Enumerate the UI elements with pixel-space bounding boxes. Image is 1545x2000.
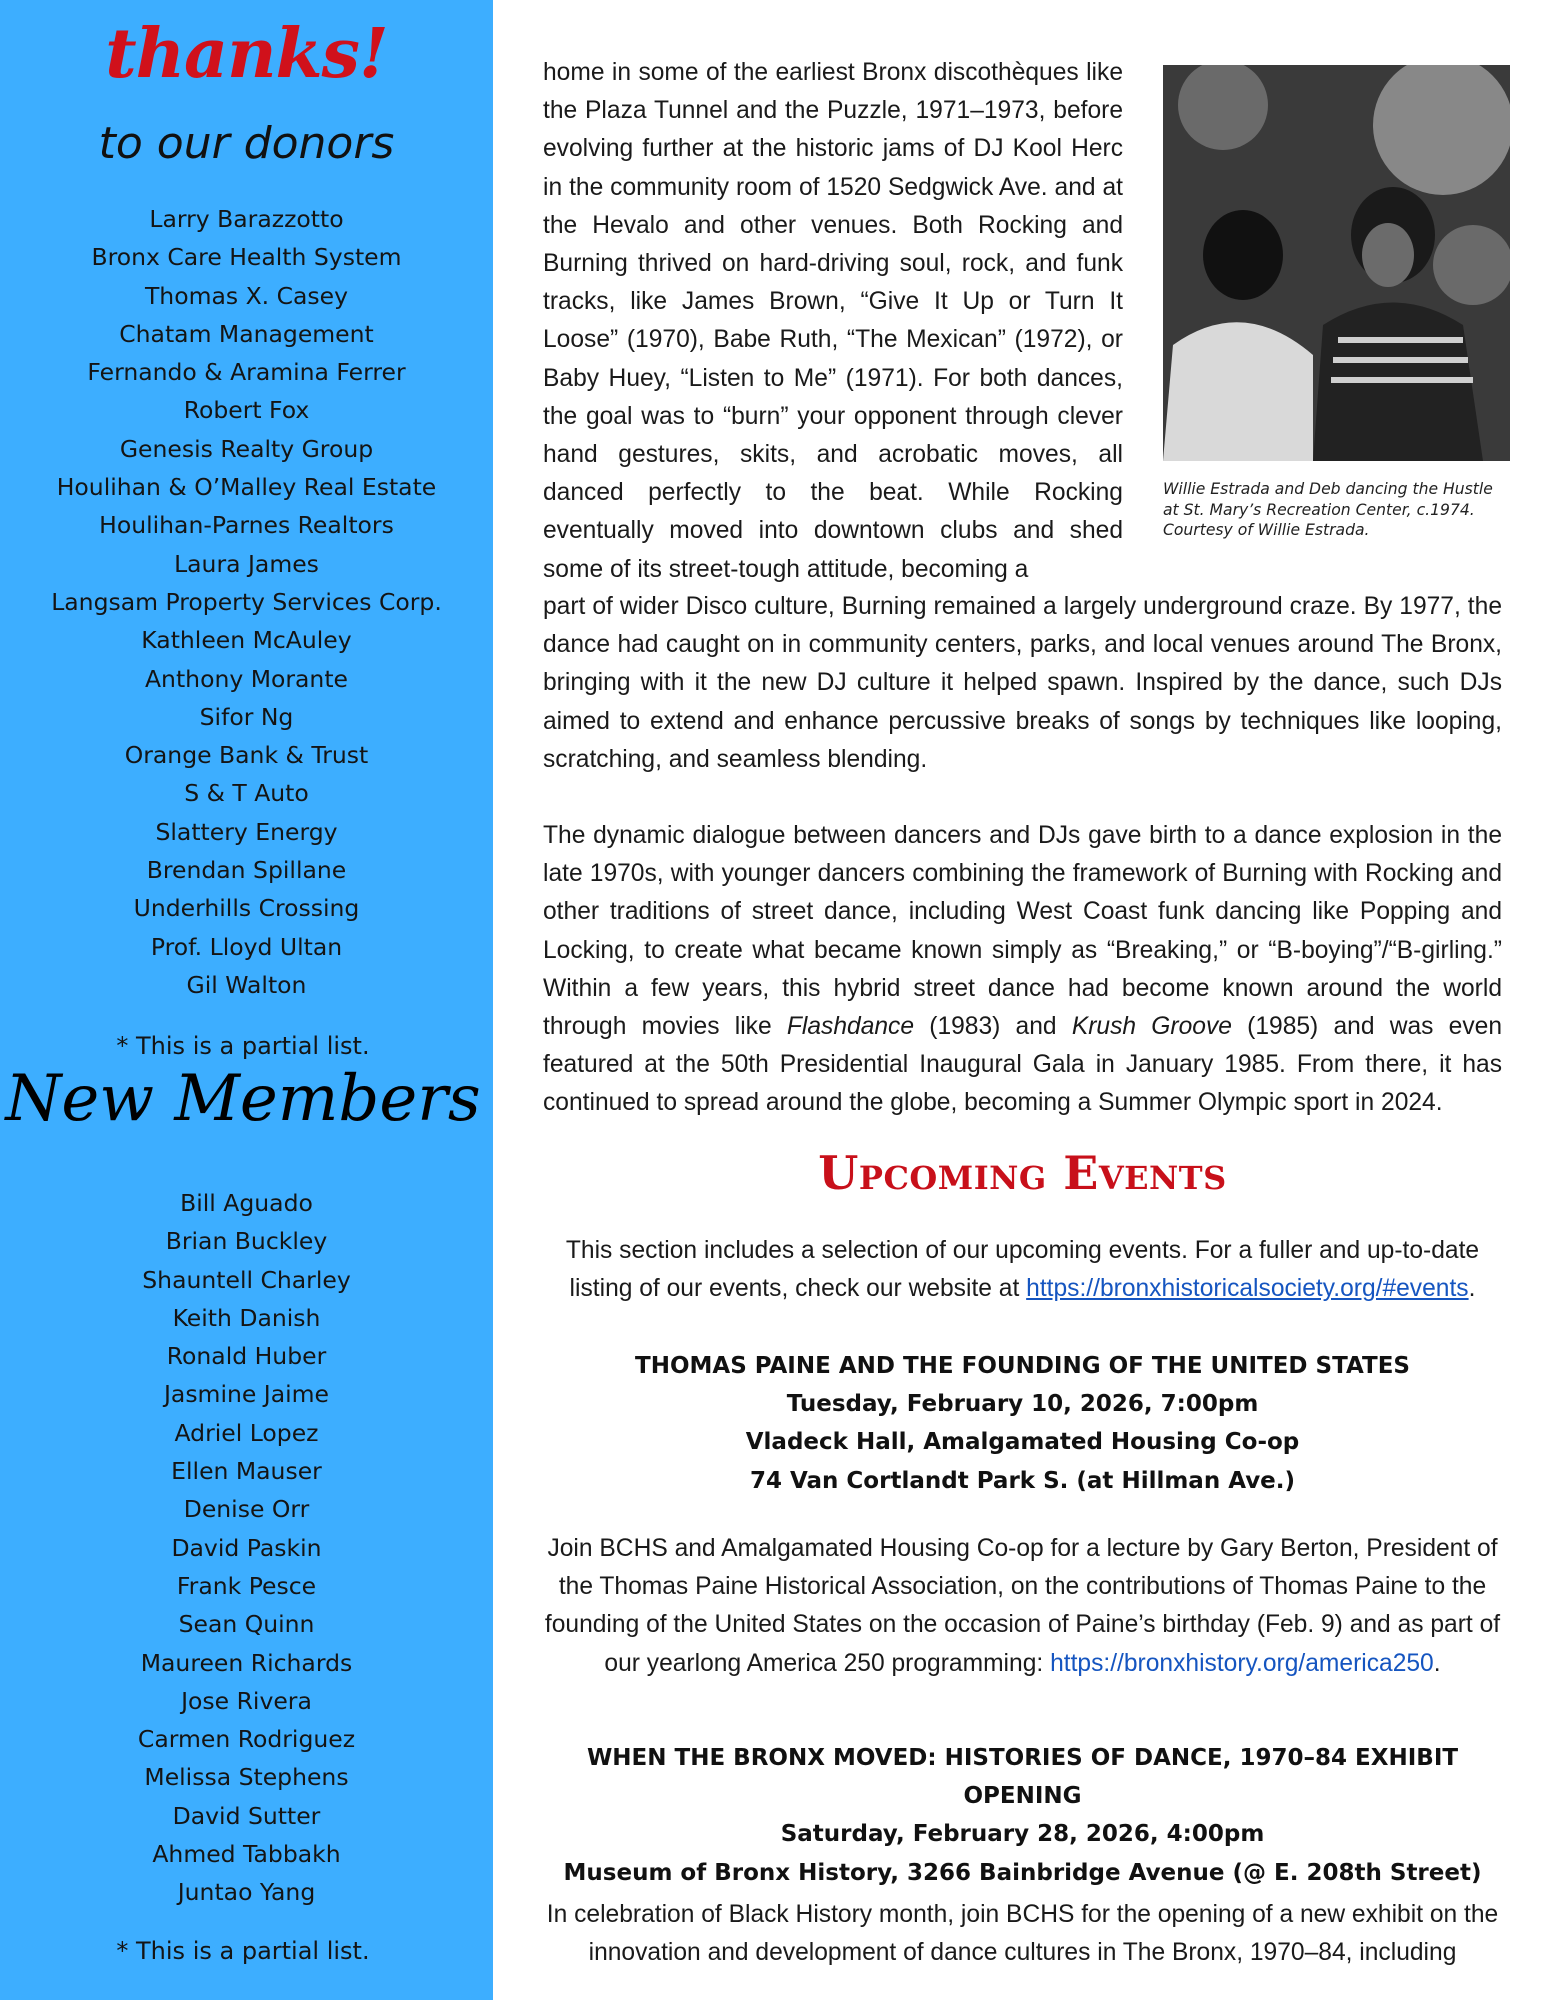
list-item: Ronald Huber xyxy=(166,1342,327,1371)
list-item: Houlihan-Parnes Realtors xyxy=(99,511,394,540)
film-title: Flashdance xyxy=(786,1013,915,1041)
list-item: Ellen Mauser xyxy=(171,1457,322,1486)
donor-list xyxy=(0,200,493,1004)
article-paragraph xyxy=(543,817,1502,1123)
list-item: Laura James xyxy=(174,549,319,578)
event-date: Saturday, February 28, 2026, 4:00pm xyxy=(780,1821,1265,1848)
dance-photo xyxy=(1163,65,1510,461)
list-item: Denise Orr xyxy=(183,1495,310,1524)
photo-illustration xyxy=(1163,65,1510,461)
text-run: . xyxy=(1468,1275,1476,1303)
text-run: (1983) and xyxy=(914,1013,1072,1041)
list-item: Sean Quinn xyxy=(178,1610,315,1639)
text-run: (1985) and was even featured at the 50th Presidential Inaugural Gala in January 1985. From there, it has continued to spread around the globe, becoming a Summer Olympic sport in 2024. xyxy=(543,1013,1503,1117)
list-item: Thomas X. Casey xyxy=(144,281,349,310)
event-title: WHEN THE BRONX MOVED: HISTORIES OF DANCE, 1970–84 EXHIBIT OPENING xyxy=(586,1745,1459,1810)
donors-partial-note: * This is a partial list. xyxy=(116,1032,370,1060)
list-item: Jasmine Jaime xyxy=(163,1380,330,1409)
text-run: Join BCHS and Amalgamated Housing Co-op for a lecture by Gary Berton, President of the Thomas Paine Historical Association, on the contributions of Thomas Paine to the founding of the United States on the occasion of Paine’s birthday (Feb. 9) and as part of our yearlong America 250 programming: xyxy=(544,1535,1501,1677)
list-item: Slattery Energy xyxy=(155,817,338,846)
list-item: Ahmed Tabbakh xyxy=(152,1840,341,1869)
list-item: Sifor Ng xyxy=(199,702,294,731)
list-item: Shauntell Charley xyxy=(142,1265,351,1294)
list-item: Orange Bank & Trust xyxy=(124,741,369,770)
list-item: Kathleen McAuley xyxy=(141,626,352,655)
film-title: Krush Groove xyxy=(1071,1013,1232,1041)
photo-caption: Willie Estrada and Deb dancing the Hustle at St. Mary’s Recreation Center, c.1974. Courtesy of Willie Estrada. xyxy=(1163,480,1493,539)
america250-link[interactable]: https://bronxhistory.org/america250 xyxy=(1050,1649,1434,1677)
list-item: Adriel Lopez xyxy=(174,1418,319,1447)
event-title: THOMAS PAINE AND THE FOUNDING OF THE UNITED STATES xyxy=(635,1353,1410,1379)
event-heading xyxy=(543,1739,1502,1892)
article-paragraph: home in some of the earliest Bronx discothèques like the Plaza Tunnel and the Puzzle, 1971–1973, before evolving further at the historic jams of DJ Kool Herc in the community room of 1520 Sedgwick Ave. and at the Hevalo and other venues. Both Rocking and Burning thrived on hard-driving soul, rock, and funk tracks, like James Brown, “Give It Up or Turn It Loose” (1970), Babe Ruth, “The Mexican” (1972), or Baby Huey, “Listen to Me” (1971). For both dances, the goal was to “burn” your opponent through clever hand gestures, skits, and acrobatic moves, all danced perfectly to the beat. While Rocking eventually moved into downtown clubs and shed some of its street-tough attitude, becoming a xyxy=(543,59,1123,583)
list-item: Keith Danish xyxy=(172,1303,321,1332)
list-item: Juntao Yang xyxy=(177,1878,316,1907)
thanks-subtitle: to our donors xyxy=(98,118,395,169)
list-item: Robert Fox xyxy=(183,396,310,425)
list-item: Jose Rivera xyxy=(181,1686,312,1715)
list-item: Genesis Realty Group xyxy=(119,434,374,463)
text-run: The dynamic dialogue between dancers and DJs gave birth to a dance explosion in the late 1970s, with younger dancers combining the framework of Burning with Rocking and other traditions of street dance, including West Coast funk dancing like Popping and Locking, to create what became known simply as “Breaking,” or “B-boying”/“B-girling.” Within a few years, this hybrid street dance had become known around the world through movies like xyxy=(543,822,1502,1041)
event-description xyxy=(543,1530,1502,1683)
event-description: In celebration of Black History month, join BCHS for the opening of a new exhibit on the innovation and development of dance cultures in The Bronx, 1970–84, including xyxy=(546,1901,1499,1967)
list-item: Bronx Care Health System xyxy=(91,243,402,272)
list-item: Prof. Lloyd Ultan xyxy=(150,932,343,961)
list-item: Frank Pesce xyxy=(176,1571,317,1600)
thanks-title: thanks! xyxy=(105,14,388,94)
list-item: Anthony Morante xyxy=(144,664,348,693)
list-item: Melissa Stephens xyxy=(144,1763,349,1792)
text-run: . xyxy=(1433,1649,1441,1677)
section-title: Upcoming Events xyxy=(818,1146,1227,1200)
list-item: Fernando & Aramina Ferrer xyxy=(87,358,406,387)
list-item: Maureen Richards xyxy=(140,1648,353,1677)
list-item: Langsam Property Services Corp. xyxy=(51,587,442,616)
list-item: Houlihan & O’Malley Real Estate xyxy=(56,473,437,502)
new-members-title: New Members xyxy=(5,1062,481,1136)
member-list xyxy=(0,1184,493,1912)
list-item: David Paskin xyxy=(171,1533,322,1562)
event-heading xyxy=(543,1347,1502,1500)
list-item: Underhills Crossing xyxy=(133,894,360,923)
text-run: This section includes a selection of our upcoming events. For a fuller and up-to-date listing of our events, check our website at xyxy=(565,1237,1480,1303)
article-paragraph: part of wider Disco culture, Burning remained a largely underground craze. By 1977, the dance had caught on in community centers, parks, and local venues around The Bronx, bringing with it the new DJ culture it helped spawn. Inspired by the dance, such DJs aimed to extend and enhance percussive breaks of songs by techniques like looping, scratching, and seamless blending. xyxy=(543,593,1502,773)
event-venue: Vladeck Hall, Amalgamated Housing Co-op xyxy=(745,1429,1300,1456)
list-item: Bill Aguado xyxy=(180,1189,313,1217)
event-address: 74 Van Cortlandt Park S. (at Hillman Ave.) xyxy=(749,1467,1296,1494)
list-item: Chatam Management xyxy=(119,319,374,348)
list-item: Brian Buckley xyxy=(165,1227,328,1256)
sidebar xyxy=(0,0,493,2000)
event-date: Tuesday, February 10, 2026, 7:00pm xyxy=(786,1391,1259,1418)
events-intro xyxy=(543,1232,1502,1308)
list-item: S & T Auto xyxy=(184,779,309,808)
event-venue: Museum of Bronx History, 3266 Bainbridge Avenue (@ E. 208th Street) xyxy=(563,1859,1482,1886)
list-item: Brendan Spillane xyxy=(146,856,347,885)
list-item: David Sutter xyxy=(172,1801,321,1830)
list-item: Larry Barazzotto xyxy=(149,205,344,233)
events-website-link[interactable]: https://bronxhistoricalsociety.org/#events xyxy=(1026,1275,1469,1303)
members-partial-note: * This is a partial list. xyxy=(116,1937,370,1965)
list-item: Carmen Rodriguez xyxy=(137,1725,356,1754)
list-item: Gil Walton xyxy=(186,970,307,999)
